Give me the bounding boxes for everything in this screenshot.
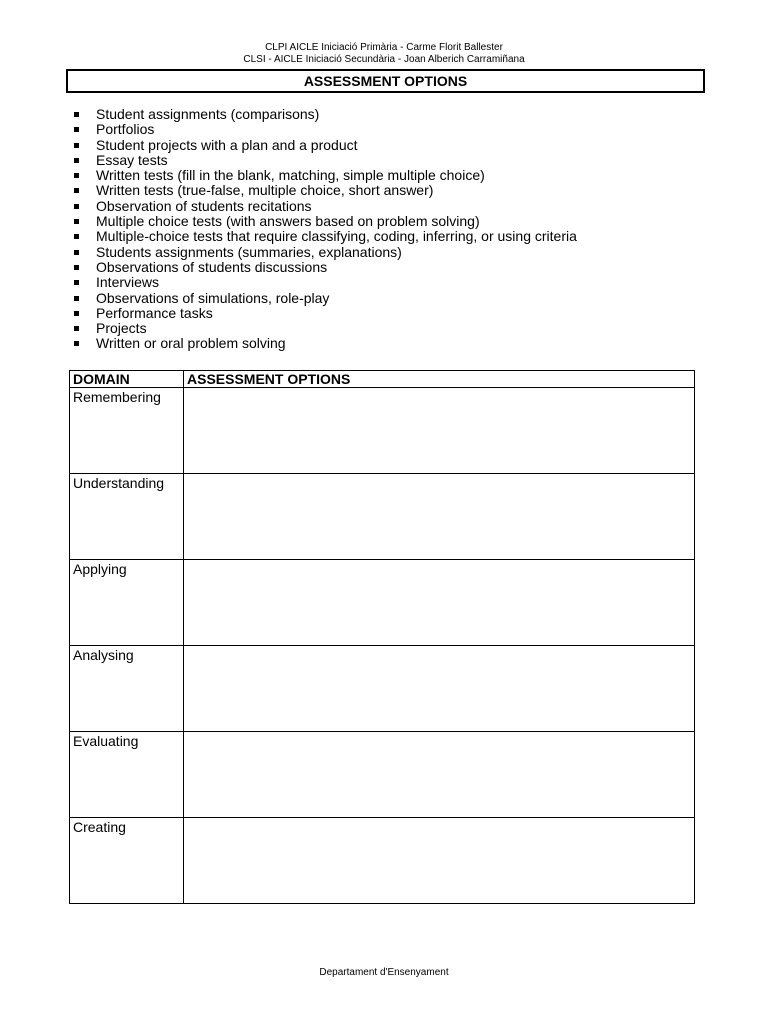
square-bullet-icon bbox=[74, 158, 79, 163]
square-bullet-icon bbox=[74, 341, 79, 346]
header-line-2: CLSI - AICLE Iniciació Secundària - Joan Alberich Carramiñana bbox=[243, 54, 525, 65]
column-header-domain: DOMAIN bbox=[70, 371, 184, 388]
list-item-text: Observations of students discussions bbox=[96, 258, 328, 275]
list-item bbox=[72, 107, 577, 122]
list-item-text: Student projects with a plan and a product bbox=[96, 136, 358, 153]
list-item-text: Students assignments (summaries, explanations) bbox=[96, 243, 402, 260]
domain-cell: Creating bbox=[70, 818, 184, 904]
domain-assessment-table bbox=[69, 370, 695, 904]
page-footer: Departament d'Ensenyament bbox=[319, 967, 449, 978]
list-item bbox=[72, 306, 577, 321]
list-item bbox=[72, 199, 577, 214]
list-item bbox=[72, 183, 577, 198]
table-row bbox=[70, 474, 695, 560]
square-bullet-icon bbox=[74, 326, 79, 331]
assessment-options-cell[interactable] bbox=[184, 732, 695, 818]
list-item-text: Portfolios bbox=[96, 121, 155, 138]
assessment-options-cell[interactable] bbox=[184, 560, 695, 646]
list-item-text: Multiple-choice tests that require classifying, coding, inferring, or using criteria bbox=[96, 228, 577, 245]
list-item-text: Observation of students recitations bbox=[96, 197, 312, 214]
assessment-options-list bbox=[72, 107, 577, 352]
square-bullet-icon bbox=[74, 143, 79, 148]
list-item-text: Written tests (fill in the blank, matching, simple multiple choice) bbox=[96, 167, 485, 184]
list-item bbox=[72, 229, 577, 244]
list-item bbox=[72, 336, 577, 351]
square-bullet-icon bbox=[74, 173, 79, 178]
assessment-options-cell[interactable] bbox=[184, 474, 695, 560]
list-item bbox=[72, 138, 577, 153]
list-item-text: Essay tests bbox=[96, 151, 168, 168]
assessment-options-cell[interactable] bbox=[184, 388, 695, 474]
assessment-options-cell[interactable] bbox=[184, 646, 695, 732]
list-item-text: Performance tasks bbox=[96, 304, 213, 321]
list-item bbox=[72, 275, 577, 290]
square-bullet-icon bbox=[74, 188, 79, 193]
list-item-text: Observations of simulations, role-play bbox=[96, 289, 330, 306]
table-row bbox=[70, 560, 695, 646]
assessment-options-cell[interactable] bbox=[184, 818, 695, 904]
square-bullet-icon bbox=[74, 296, 79, 301]
domain-cell: Evaluating bbox=[70, 732, 184, 818]
square-bullet-icon bbox=[74, 280, 79, 285]
list-item-text: Written or oral problem solving bbox=[96, 335, 286, 352]
square-bullet-icon bbox=[74, 250, 79, 255]
list-item bbox=[72, 214, 577, 229]
column-header-assessment-options: ASSESSMENT OPTIONS bbox=[184, 371, 695, 388]
list-item bbox=[72, 153, 577, 168]
table-row bbox=[70, 646, 695, 732]
list-item bbox=[72, 321, 577, 336]
square-bullet-icon bbox=[74, 204, 79, 209]
domain-cell: Remembering bbox=[70, 388, 184, 474]
table-row bbox=[70, 732, 695, 818]
list-item-text: Multiple choice tests (with answers based on problem solving) bbox=[96, 213, 480, 230]
list-item bbox=[72, 122, 577, 137]
list-item bbox=[72, 291, 577, 306]
page-title: ASSESSMENT OPTIONS bbox=[66, 69, 705, 93]
square-bullet-icon bbox=[74, 265, 79, 270]
page-header bbox=[0, 42, 768, 66]
square-bullet-icon bbox=[74, 311, 79, 316]
list-item bbox=[72, 245, 577, 260]
list-item-text: Projects bbox=[96, 320, 147, 337]
list-item-text: Written tests (true-false, multiple choice, short answer) bbox=[96, 182, 434, 199]
domain-cell: Understanding bbox=[70, 474, 184, 560]
domain-cell: Applying bbox=[70, 560, 184, 646]
list-item-text: Interviews bbox=[96, 274, 160, 291]
list-item-text: Student assignments (comparisons) bbox=[96, 106, 320, 122]
list-item bbox=[72, 168, 577, 183]
domain-cell: Analysing bbox=[70, 646, 184, 732]
square-bullet-icon bbox=[74, 112, 79, 117]
table-header-row bbox=[70, 371, 695, 388]
list-item bbox=[72, 260, 577, 275]
square-bullet-icon bbox=[74, 127, 79, 132]
table-row bbox=[70, 388, 695, 474]
header-line-1: CLPI AICLE Iniciació Primària - Carme Florit Ballester bbox=[265, 42, 503, 53]
table-row bbox=[70, 818, 695, 904]
square-bullet-icon bbox=[74, 219, 79, 224]
square-bullet-icon bbox=[74, 234, 79, 239]
